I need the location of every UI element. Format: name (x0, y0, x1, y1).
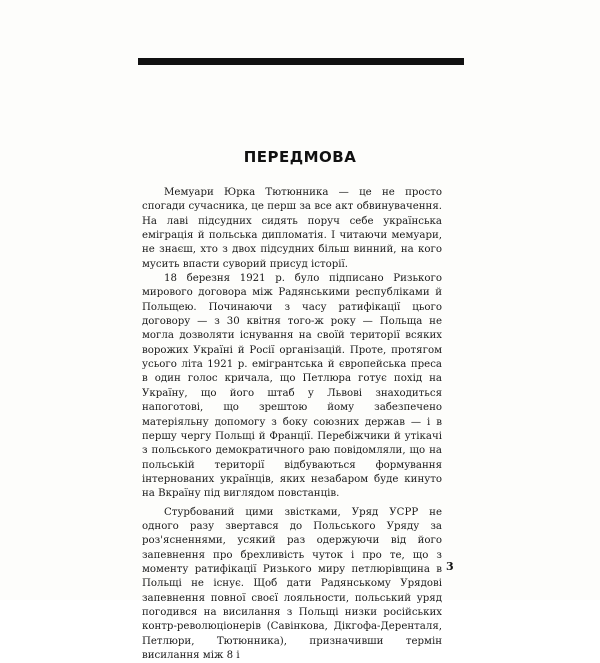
paragraph: 18 березня 1921 р. було підписано Ризького мирового договора між Радянськими республіками й Польщею. Починаючи з часу ратифікації цього договору — з 30 квітня того-ж року — Польща не могла дозволяти існування на своїй території всяких ворожих Україні й Росії організацій. Проте, протягом усього літа 1921 р. емігрантська й європейська преса в один голос кричала, що Петлюра готує похід на Україну, що його штаб у Львові знаходиться напоготові, що зрештою йому забезпечено матеріяльну допомогу з боку союзних держав — і в першу чергу Польщі й Франції. Перебіжчики й утікачі з польського демократичного раю повідомляли, що на польській території відбуваються формування інтернованих українців, яких незабаром буде кинуто на Вкраїну під виглядом повстанців. (142, 273, 442, 500)
body-text (142, 186, 442, 663)
paragraph: Мемуари Юрка Тютюнника — це не просто спогади сучасника, це перш за все акт обвинувачення. На лаві підсудних сидять поруч себе українська еміграція й польська дипломатія. І читаючи мемуари, не знаєш, хто з двох підсудних більш винний, на кого мусить впасти суворий присуд історії. (142, 187, 442, 270)
page-heading: ПЕРЕДМОВА (243, 148, 357, 166)
paragraph: Стурбований цими звістками, Уряд УСРР не одного разу звертався до Польського Уряду за роз'ясненнями, усякий раз одержуючи від його запевнення про брехливість чуток і про те, що з моменту ратифікації Ризького миру петлюрівщина в Польщі не існує. Щоб дати Радянському Урядові запевнення повної своєї лояльности, польський уряд погодився на висилання з Польщі низки російських контр-революціонерів (Савінкова, Дікгофа-Деренталя, Петлюри, Тютюнника), призначивши термін висилання між 8 і (142, 506, 442, 661)
top-rule (138, 58, 464, 65)
page-number: 3 (446, 560, 454, 573)
